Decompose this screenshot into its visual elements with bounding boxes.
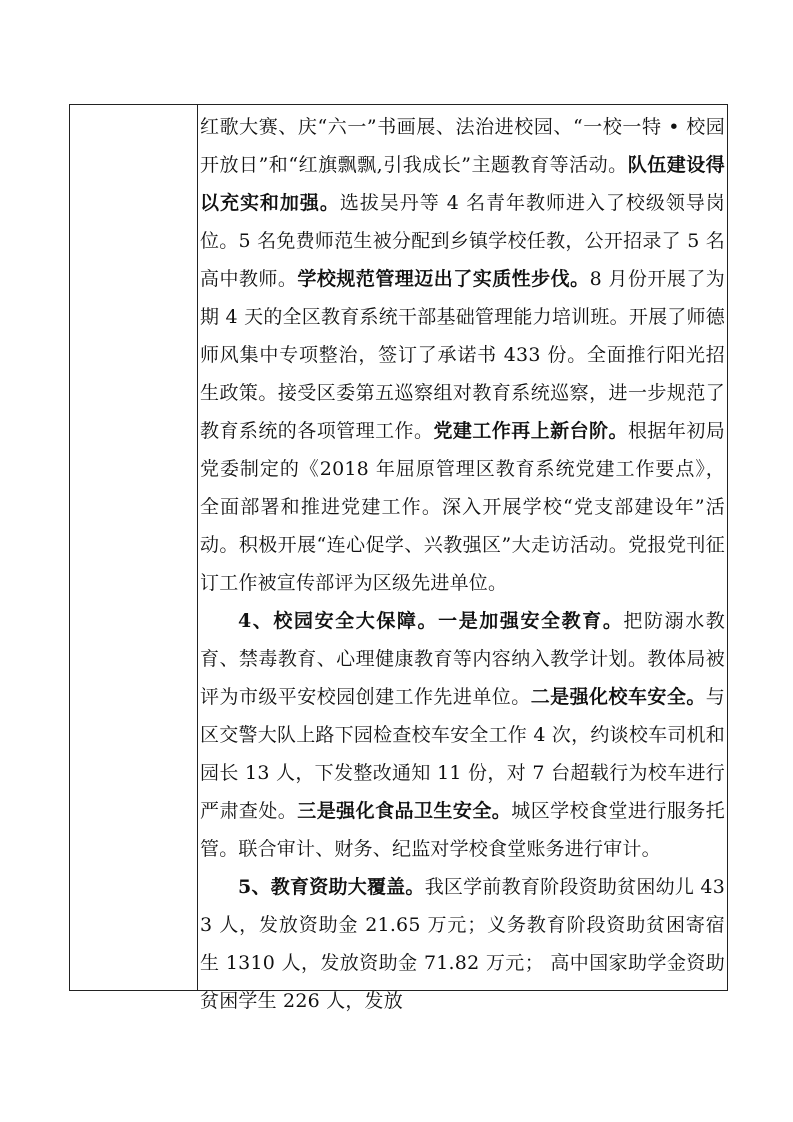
run-bold-heading: 三是强化食品卫生安全。 <box>297 800 512 822</box>
run-text: 8 月份开展了为期 4 天的全区教育系统干部基础管理能力培训班。开展了师德师风集中专项整治，签订了承诺书 433 份。全面推行阳光招生政策。接受区委第五巡察组对教育系统巡察，进一步规范了教育系统的各项管理工作。 <box>200 268 725 442</box>
run-text: 把防溺水教育、禁毒教育、心理健康教育等内容纳入教学计划。教体局被评为市级平安校园创建工作先进单位。 <box>200 610 725 708</box>
run-text: 根据年初局党委制定的《2018 年屈原管理区教育系统党建工作要点》，全面部署和推进党建工作。深入开展学校“党支部建设年”活动。积极开展“连心促学、兴教强区”大走访活动。党报党刊征订工作被宣传部评为区级先进单位。 <box>200 420 725 594</box>
run-bold-heading: 学校规范管理迈出了实质性步伐。 <box>297 268 590 290</box>
paragraph-education-aid <box>200 868 725 1020</box>
run-bold-heading: 4、校园安全大保障。一是加强安全教育。 <box>238 610 624 632</box>
run-bold-heading: 队伍建设得以充实和加强。 <box>200 154 725 214</box>
run-bold-heading: 党建工作再上新台阶。 <box>433 420 628 442</box>
run-text: 城区学校食堂进行服务托管。联合审计、财务、纪监对学校食堂账务进行审计。 <box>200 800 725 860</box>
run-bold-heading: 5、教育资助大覆盖。 <box>238 876 425 898</box>
run-text: 红歌大赛、庆“六一”书画展、法治进校园、“一校一特 • 校园开放日”和“红旗飘飘,引我成长”主题教育等活动。 <box>200 116 725 176</box>
run-text: 选拔吴丹等 4 名青年教师进入了校级领导岗位。5 名免费师范生被分配到乡镇学校任教，公开招录了 5 名高中教师。 <box>200 192 726 290</box>
table-frame <box>69 104 728 1012</box>
content-cell <box>198 105 728 1012</box>
run-bold-heading: 二是强化校车安全。 <box>530 686 706 708</box>
run-text: 我区学前教育阶段资助贫困幼儿 433 人，发放资助金 21.65 万元；义务教育阶段资助贫困寄宿生 1310 人，发放资助金 71.82 万元； 高中国家助学金资助贫困学生 226 人，发放 <box>200 876 725 1012</box>
left-empty-cell <box>70 105 197 990</box>
paragraph-activities-and-management <box>200 108 725 602</box>
run-text: 与区交警大队上路下园检查校车安全工作 4 次，约谈校车司机和园长 13 人，下发整改通知 11 份，对 7 台超载行为校车进行严肃查处。 <box>200 686 725 822</box>
paragraph-campus-safety <box>200 602 725 868</box>
